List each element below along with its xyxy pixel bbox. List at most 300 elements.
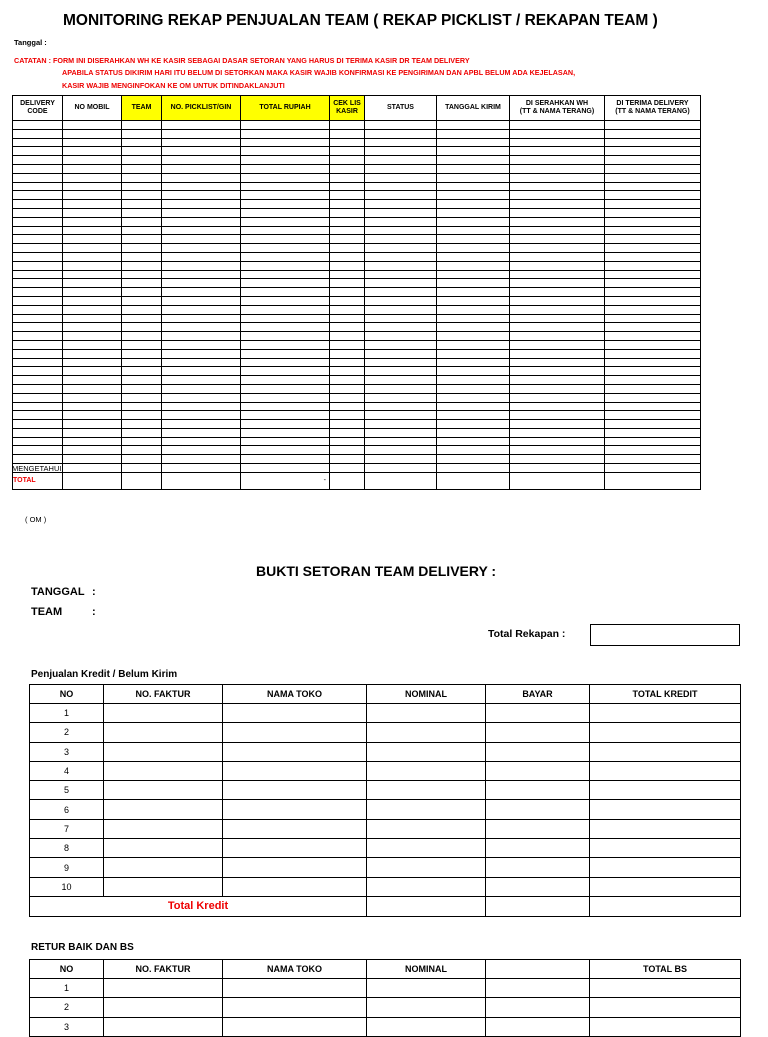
rekap-cell[interactable] <box>510 270 605 279</box>
rekap-cell[interactable] <box>605 270 701 279</box>
rekap-cell[interactable] <box>437 455 510 464</box>
rekap-cell[interactable] <box>241 129 330 138</box>
rekap-cell[interactable] <box>330 455 365 464</box>
rekap-cell[interactable] <box>437 252 510 261</box>
rekap-cell[interactable] <box>162 358 241 367</box>
rekap-cell[interactable] <box>510 296 605 305</box>
kredit-cell[interactable] <box>104 781 223 800</box>
rekap-cell[interactable] <box>122 173 162 182</box>
rekap-cell[interactable] <box>510 420 605 429</box>
rekap-cell[interactable] <box>63 235 122 244</box>
rekap-cell[interactable] <box>162 270 241 279</box>
kredit-cell[interactable] <box>367 761 486 780</box>
retur-cell[interactable] <box>486 1017 590 1036</box>
rekap-cell[interactable] <box>162 173 241 182</box>
rekap-cell[interactable] <box>63 191 122 200</box>
rekap-cell[interactable] <box>122 305 162 314</box>
rekap-cell[interactable] <box>13 121 63 130</box>
rekap-cell[interactable] <box>437 314 510 323</box>
rekap-cell[interactable] <box>162 288 241 297</box>
rekap-cell[interactable] <box>162 367 241 376</box>
rekap-cell[interactable] <box>330 191 365 200</box>
rekap-cell[interactable] <box>122 393 162 402</box>
rekap-cell[interactable] <box>330 226 365 235</box>
rekap-cell[interactable] <box>510 288 605 297</box>
rekap-cell[interactable] <box>63 428 122 437</box>
rekap-cell[interactable] <box>605 349 701 358</box>
rekap-cell[interactable] <box>63 147 122 156</box>
rekap-cell[interactable] <box>162 332 241 341</box>
rekap-cell[interactable] <box>365 217 437 226</box>
rekap-cell[interactable] <box>437 402 510 411</box>
rekap-cell[interactable] <box>365 437 437 446</box>
rekap-cell[interactable] <box>510 235 605 244</box>
rekap-cell[interactable] <box>13 279 63 288</box>
rekap-cell[interactable] <box>437 288 510 297</box>
rekap-cell[interactable] <box>122 279 162 288</box>
rekap-cell[interactable] <box>605 208 701 217</box>
rekap-cell[interactable] <box>437 156 510 165</box>
rekap-cell[interactable] <box>122 156 162 165</box>
rekap-cell[interactable] <box>63 226 122 235</box>
kredit-total-cell[interactable] <box>486 896 590 916</box>
rekap-cell[interactable] <box>13 226 63 235</box>
rekap-cell[interactable] <box>605 323 701 332</box>
retur-cell[interactable] <box>590 979 741 998</box>
rekap-cell[interactable] <box>13 411 63 420</box>
rekap-cell[interactable] <box>330 323 365 332</box>
rekap-cell[interactable] <box>330 121 365 130</box>
rekap-cell[interactable] <box>437 244 510 253</box>
rekap-cell[interactable] <box>510 226 605 235</box>
rekap-cell[interactable] <box>63 340 122 349</box>
retur-cell[interactable] <box>223 979 367 998</box>
rekap-cell[interactable] <box>605 296 701 305</box>
rekap-cell[interactable] <box>63 182 122 191</box>
rekap-cell[interactable] <box>510 200 605 209</box>
rekap-cell[interactable] <box>162 226 241 235</box>
kredit-cell[interactable] <box>590 761 741 780</box>
rekap-cell[interactable] <box>437 261 510 270</box>
rekap-cell[interactable] <box>162 296 241 305</box>
rekap-cell[interactable] <box>13 428 63 437</box>
rekap-cell[interactable] <box>241 446 330 455</box>
rekap-cell[interactable] <box>365 156 437 165</box>
rekap-cell[interactable] <box>330 358 365 367</box>
kredit-cell[interactable] <box>367 819 486 838</box>
rekap-cell[interactable] <box>241 235 330 244</box>
rekap-cell[interactable] <box>162 147 241 156</box>
rekap-cell[interactable] <box>437 182 510 191</box>
rekap-cell[interactable] <box>162 437 241 446</box>
kredit-cell[interactable] <box>486 742 590 761</box>
total-rekapan-field[interactable] <box>590 624 740 646</box>
rekap-cell[interactable] <box>605 340 701 349</box>
rekap-cell[interactable] <box>162 156 241 165</box>
kredit-cell[interactable] <box>104 761 223 780</box>
rekap-cell[interactable] <box>510 323 605 332</box>
rekap-cell[interactable] <box>437 200 510 209</box>
rekap-cell[interactable] <box>13 393 63 402</box>
rekap-cell[interactable] <box>510 191 605 200</box>
rekap-cell[interactable] <box>605 411 701 420</box>
rekap-cell[interactable] <box>365 296 437 305</box>
rekap-cell[interactable] <box>241 402 330 411</box>
rekap-cell[interactable] <box>437 332 510 341</box>
rekap-cell[interactable] <box>63 173 122 182</box>
rekap-cell[interactable] <box>605 182 701 191</box>
rekap-cell[interactable] <box>241 279 330 288</box>
rekap-cell[interactable] <box>510 305 605 314</box>
rekap-cell[interactable] <box>365 261 437 270</box>
kredit-cell[interactable] <box>590 781 741 800</box>
kredit-cell[interactable] <box>104 877 223 896</box>
rekap-cell[interactable] <box>162 323 241 332</box>
rekap-cell[interactable] <box>605 244 701 253</box>
kredit-cell[interactable] <box>223 858 367 877</box>
rekap-cell[interactable] <box>13 437 63 446</box>
rekap-cell[interactable] <box>330 428 365 437</box>
rekap-cell[interactable] <box>510 367 605 376</box>
rekap-cell[interactable] <box>605 393 701 402</box>
rekap-cell[interactable] <box>241 420 330 429</box>
rekap-cell[interactable] <box>63 288 122 297</box>
rekap-cell[interactable] <box>13 208 63 217</box>
rekap-cell[interactable] <box>510 121 605 130</box>
rekap-cell[interactable] <box>605 147 701 156</box>
rekap-cell[interactable] <box>162 340 241 349</box>
rekap-cell[interactable] <box>162 217 241 226</box>
rekap-cell[interactable] <box>330 332 365 341</box>
kredit-cell[interactable] <box>367 858 486 877</box>
rekap-cell[interactable] <box>365 235 437 244</box>
rekap-cell[interactable] <box>605 226 701 235</box>
rekap-cell[interactable] <box>330 129 365 138</box>
rekap-cell[interactable] <box>330 446 365 455</box>
rekap-cell[interactable] <box>510 428 605 437</box>
rekap-cell[interactable] <box>162 252 241 261</box>
kredit-cell[interactable] <box>590 877 741 896</box>
rekap-cell[interactable] <box>365 393 437 402</box>
rekap-cell[interactable] <box>63 156 122 165</box>
rekap-cell[interactable] <box>63 420 122 429</box>
rekap-cell[interactable] <box>605 164 701 173</box>
rekap-cell[interactable] <box>63 252 122 261</box>
rekap-cell[interactable] <box>437 437 510 446</box>
rekap-cell[interactable] <box>122 129 162 138</box>
rekap-cell[interactable] <box>365 270 437 279</box>
rekap-cell[interactable] <box>241 428 330 437</box>
rekap-cell[interactable] <box>13 376 63 385</box>
kredit-cell[interactable] <box>367 781 486 800</box>
rekap-cell[interactable] <box>330 182 365 191</box>
rekap-cell[interactable] <box>330 393 365 402</box>
rekap-cell[interactable] <box>13 235 63 244</box>
rekap-cell[interactable] <box>605 314 701 323</box>
rekap-cell[interactable] <box>122 384 162 393</box>
rekap-cell[interactable] <box>241 296 330 305</box>
rekap-cell[interactable] <box>365 226 437 235</box>
rekap-cell[interactable] <box>162 428 241 437</box>
kredit-cell[interactable] <box>486 819 590 838</box>
rekap-cell[interactable] <box>605 279 701 288</box>
rekap-cell[interactable] <box>241 208 330 217</box>
rekap-cell[interactable] <box>330 261 365 270</box>
rekap-cell[interactable] <box>510 217 605 226</box>
rekap-cell[interactable] <box>510 402 605 411</box>
rekap-cell[interactable] <box>13 244 63 253</box>
rekap-cell[interactable] <box>365 420 437 429</box>
retur-cell[interactable] <box>486 998 590 1017</box>
rekap-cell[interactable] <box>365 208 437 217</box>
rekap-cell[interactable] <box>63 270 122 279</box>
rekap-cell[interactable] <box>330 244 365 253</box>
rekap-cell[interactable] <box>122 349 162 358</box>
rekap-cell[interactable] <box>365 464 437 473</box>
rekap-cell[interactable] <box>605 288 701 297</box>
rekap-cell[interactable] <box>63 332 122 341</box>
rekap-cell[interactable] <box>365 279 437 288</box>
rekap-cell[interactable] <box>510 455 605 464</box>
rekap-cell[interactable] <box>13 164 63 173</box>
rekap-cell[interactable] <box>241 191 330 200</box>
rekap-cell[interactable] <box>365 191 437 200</box>
kredit-cell[interactable] <box>486 781 590 800</box>
rekap-cell[interactable] <box>122 437 162 446</box>
rekap-cell[interactable] <box>437 349 510 358</box>
rekap-cell[interactable] <box>241 314 330 323</box>
rekap-cell[interactable] <box>510 411 605 420</box>
rekap-cell[interactable] <box>365 349 437 358</box>
kredit-cell[interactable] <box>223 819 367 838</box>
rekap-cell[interactable] <box>63 367 122 376</box>
rekap-cell[interactable] <box>330 208 365 217</box>
rekap-cell[interactable] <box>122 358 162 367</box>
kredit-cell[interactable] <box>486 877 590 896</box>
rekap-cell[interactable] <box>365 314 437 323</box>
rekap-cell[interactable] <box>122 420 162 429</box>
rekap-cell[interactable] <box>437 208 510 217</box>
retur-cell[interactable] <box>223 998 367 1017</box>
rekap-cell[interactable] <box>365 288 437 297</box>
rekap-cell[interactable] <box>13 138 63 147</box>
rekap-cell[interactable] <box>162 129 241 138</box>
rekap-cell[interactable] <box>437 340 510 349</box>
rekap-cell[interactable] <box>122 226 162 235</box>
rekap-cell[interactable] <box>330 164 365 173</box>
rekap-cell[interactable] <box>330 138 365 147</box>
rekap-cell[interactable] <box>13 156 63 165</box>
rekap-cell[interactable] <box>63 358 122 367</box>
rekap-cell[interactable] <box>437 138 510 147</box>
rekap-cell[interactable] <box>241 376 330 385</box>
rekap-cell[interactable] <box>437 164 510 173</box>
rekap-cell[interactable] <box>63 208 122 217</box>
rekap-cell[interactable] <box>162 200 241 209</box>
rekap-cell[interactable] <box>365 305 437 314</box>
rekap-cell[interactable] <box>241 464 330 473</box>
rekap-cell[interactable] <box>330 296 365 305</box>
rekap-cell[interactable] <box>13 182 63 191</box>
rekap-cell[interactable] <box>365 384 437 393</box>
rekap-cell[interactable] <box>330 437 365 446</box>
rekap-cell[interactable] <box>63 455 122 464</box>
kredit-cell[interactable] <box>367 704 486 723</box>
kredit-cell[interactable] <box>104 742 223 761</box>
rekap-cell[interactable] <box>13 217 63 226</box>
retur-cell[interactable] <box>486 979 590 998</box>
rekap-cell[interactable] <box>437 305 510 314</box>
rekap-cell[interactable] <box>241 121 330 130</box>
rekap-cell[interactable] <box>162 464 241 473</box>
kredit-cell[interactable] <box>223 761 367 780</box>
rekap-cell[interactable] <box>605 428 701 437</box>
rekap-cell[interactable] <box>510 156 605 165</box>
retur-cell[interactable] <box>590 998 741 1017</box>
rekap-cell[interactable] <box>13 367 63 376</box>
kredit-cell[interactable] <box>223 704 367 723</box>
rekap-cell[interactable] <box>330 384 365 393</box>
rekap-cell[interactable] <box>13 314 63 323</box>
rekap-cell[interactable] <box>162 384 241 393</box>
rekap-cell[interactable] <box>63 244 122 253</box>
rekap-cell[interactable] <box>122 446 162 455</box>
rekap-cell[interactable] <box>605 455 701 464</box>
rekap-cell[interactable] <box>241 173 330 182</box>
rekap-cell[interactable] <box>241 349 330 358</box>
rekap-cell[interactable] <box>365 323 437 332</box>
rekap-cell[interactable] <box>241 367 330 376</box>
rekap-cell[interactable] <box>605 156 701 165</box>
rekap-cell[interactable] <box>510 129 605 138</box>
rekap-cell[interactable] <box>605 384 701 393</box>
rekap-cell[interactable] <box>605 437 701 446</box>
rekap-cell[interactable] <box>63 393 122 402</box>
rekap-cell[interactable] <box>13 455 63 464</box>
kredit-cell[interactable] <box>486 704 590 723</box>
rekap-cell[interactable] <box>162 305 241 314</box>
rekap-cell[interactable] <box>162 244 241 253</box>
rekap-cell[interactable] <box>365 164 437 173</box>
kredit-cell[interactable] <box>590 704 741 723</box>
rekap-cell[interactable] <box>162 191 241 200</box>
rekap-cell[interactable] <box>162 208 241 217</box>
rekap-cell[interactable] <box>510 349 605 358</box>
kredit-cell[interactable] <box>486 761 590 780</box>
rekap-cell[interactable] <box>162 393 241 402</box>
rekap-cell[interactable] <box>241 437 330 446</box>
rekap-cell[interactable] <box>605 200 701 209</box>
rekap-cell[interactable] <box>241 164 330 173</box>
kredit-total-cell[interactable] <box>367 896 486 916</box>
rekap-cell[interactable] <box>330 376 365 385</box>
rekap-cell[interactable] <box>330 305 365 314</box>
kredit-cell[interactable] <box>590 800 741 819</box>
kredit-cell[interactable] <box>590 723 741 742</box>
rekap-cell[interactable] <box>605 402 701 411</box>
rekap-cell[interactable] <box>605 332 701 341</box>
rekap-cell[interactable] <box>241 332 330 341</box>
rekap-cell[interactable] <box>63 217 122 226</box>
rekap-cell[interactable] <box>122 402 162 411</box>
rekap-cell[interactable] <box>162 446 241 455</box>
rekap-cell[interactable] <box>437 121 510 130</box>
rekap-cell[interactable] <box>510 437 605 446</box>
rekap-cell[interactable] <box>330 402 365 411</box>
rekap-cell[interactable] <box>122 332 162 341</box>
rekap-cell[interactable] <box>330 200 365 209</box>
rekap-cell[interactable] <box>605 261 701 270</box>
rekap-cell[interactable] <box>13 252 63 261</box>
kredit-cell[interactable] <box>104 800 223 819</box>
rekap-cell[interactable] <box>510 340 605 349</box>
rekap-cell[interactable] <box>437 235 510 244</box>
kredit-cell[interactable] <box>223 800 367 819</box>
rekap-cell[interactable] <box>241 323 330 332</box>
rekap-cell[interactable] <box>63 261 122 270</box>
rekap-cell[interactable] <box>365 121 437 130</box>
rekap-cell[interactable] <box>63 402 122 411</box>
rekap-cell[interactable] <box>605 191 701 200</box>
rekap-cell[interactable] <box>330 464 365 473</box>
rekap-cell[interactable] <box>605 129 701 138</box>
rekap-cell[interactable] <box>63 349 122 358</box>
retur-cell[interactable] <box>590 1017 741 1036</box>
rekap-cell[interactable] <box>122 411 162 420</box>
retur-cell[interactable] <box>104 998 223 1017</box>
rekap-cell[interactable] <box>605 217 701 226</box>
rekap-cell[interactable] <box>241 138 330 147</box>
rekap-cell[interactable] <box>13 147 63 156</box>
rekap-cell[interactable] <box>437 464 510 473</box>
rekap-cell[interactable] <box>122 147 162 156</box>
kredit-cell[interactable] <box>104 723 223 742</box>
rekap-cell[interactable] <box>122 323 162 332</box>
rekap-cell[interactable] <box>437 279 510 288</box>
rekap-cell[interactable] <box>510 173 605 182</box>
rekap-cell[interactable] <box>241 384 330 393</box>
kredit-cell[interactable] <box>223 723 367 742</box>
rekap-cell[interactable] <box>510 279 605 288</box>
rekap-cell[interactable] <box>605 305 701 314</box>
rekap-cell[interactable] <box>365 173 437 182</box>
kredit-cell[interactable] <box>486 858 590 877</box>
rekap-cell[interactable] <box>63 305 122 314</box>
rekap-cell[interactable] <box>13 420 63 429</box>
rekap-cell[interactable] <box>365 200 437 209</box>
rekap-cell[interactable] <box>510 446 605 455</box>
rekap-cell[interactable] <box>437 296 510 305</box>
rekap-cell[interactable] <box>63 200 122 209</box>
rekap-cell[interactable] <box>330 288 365 297</box>
rekap-cell[interactable] <box>63 376 122 385</box>
rekap-cell[interactable] <box>437 393 510 402</box>
rekap-cell[interactable] <box>13 173 63 182</box>
rekap-cell[interactable] <box>13 384 63 393</box>
rekap-cell[interactable] <box>122 314 162 323</box>
rekap-cell[interactable] <box>162 279 241 288</box>
rekap-cell[interactable] <box>437 420 510 429</box>
rekap-cell[interactable] <box>510 332 605 341</box>
rekap-cell[interactable] <box>241 252 330 261</box>
kredit-total-cell[interactable] <box>590 896 741 916</box>
rekap-cell[interactable] <box>122 191 162 200</box>
rekap-cell[interactable] <box>122 244 162 253</box>
retur-cell[interactable] <box>223 1017 367 1036</box>
rekap-cell[interactable] <box>605 420 701 429</box>
rekap-cell[interactable] <box>63 296 122 305</box>
rekap-cell[interactable] <box>13 191 63 200</box>
